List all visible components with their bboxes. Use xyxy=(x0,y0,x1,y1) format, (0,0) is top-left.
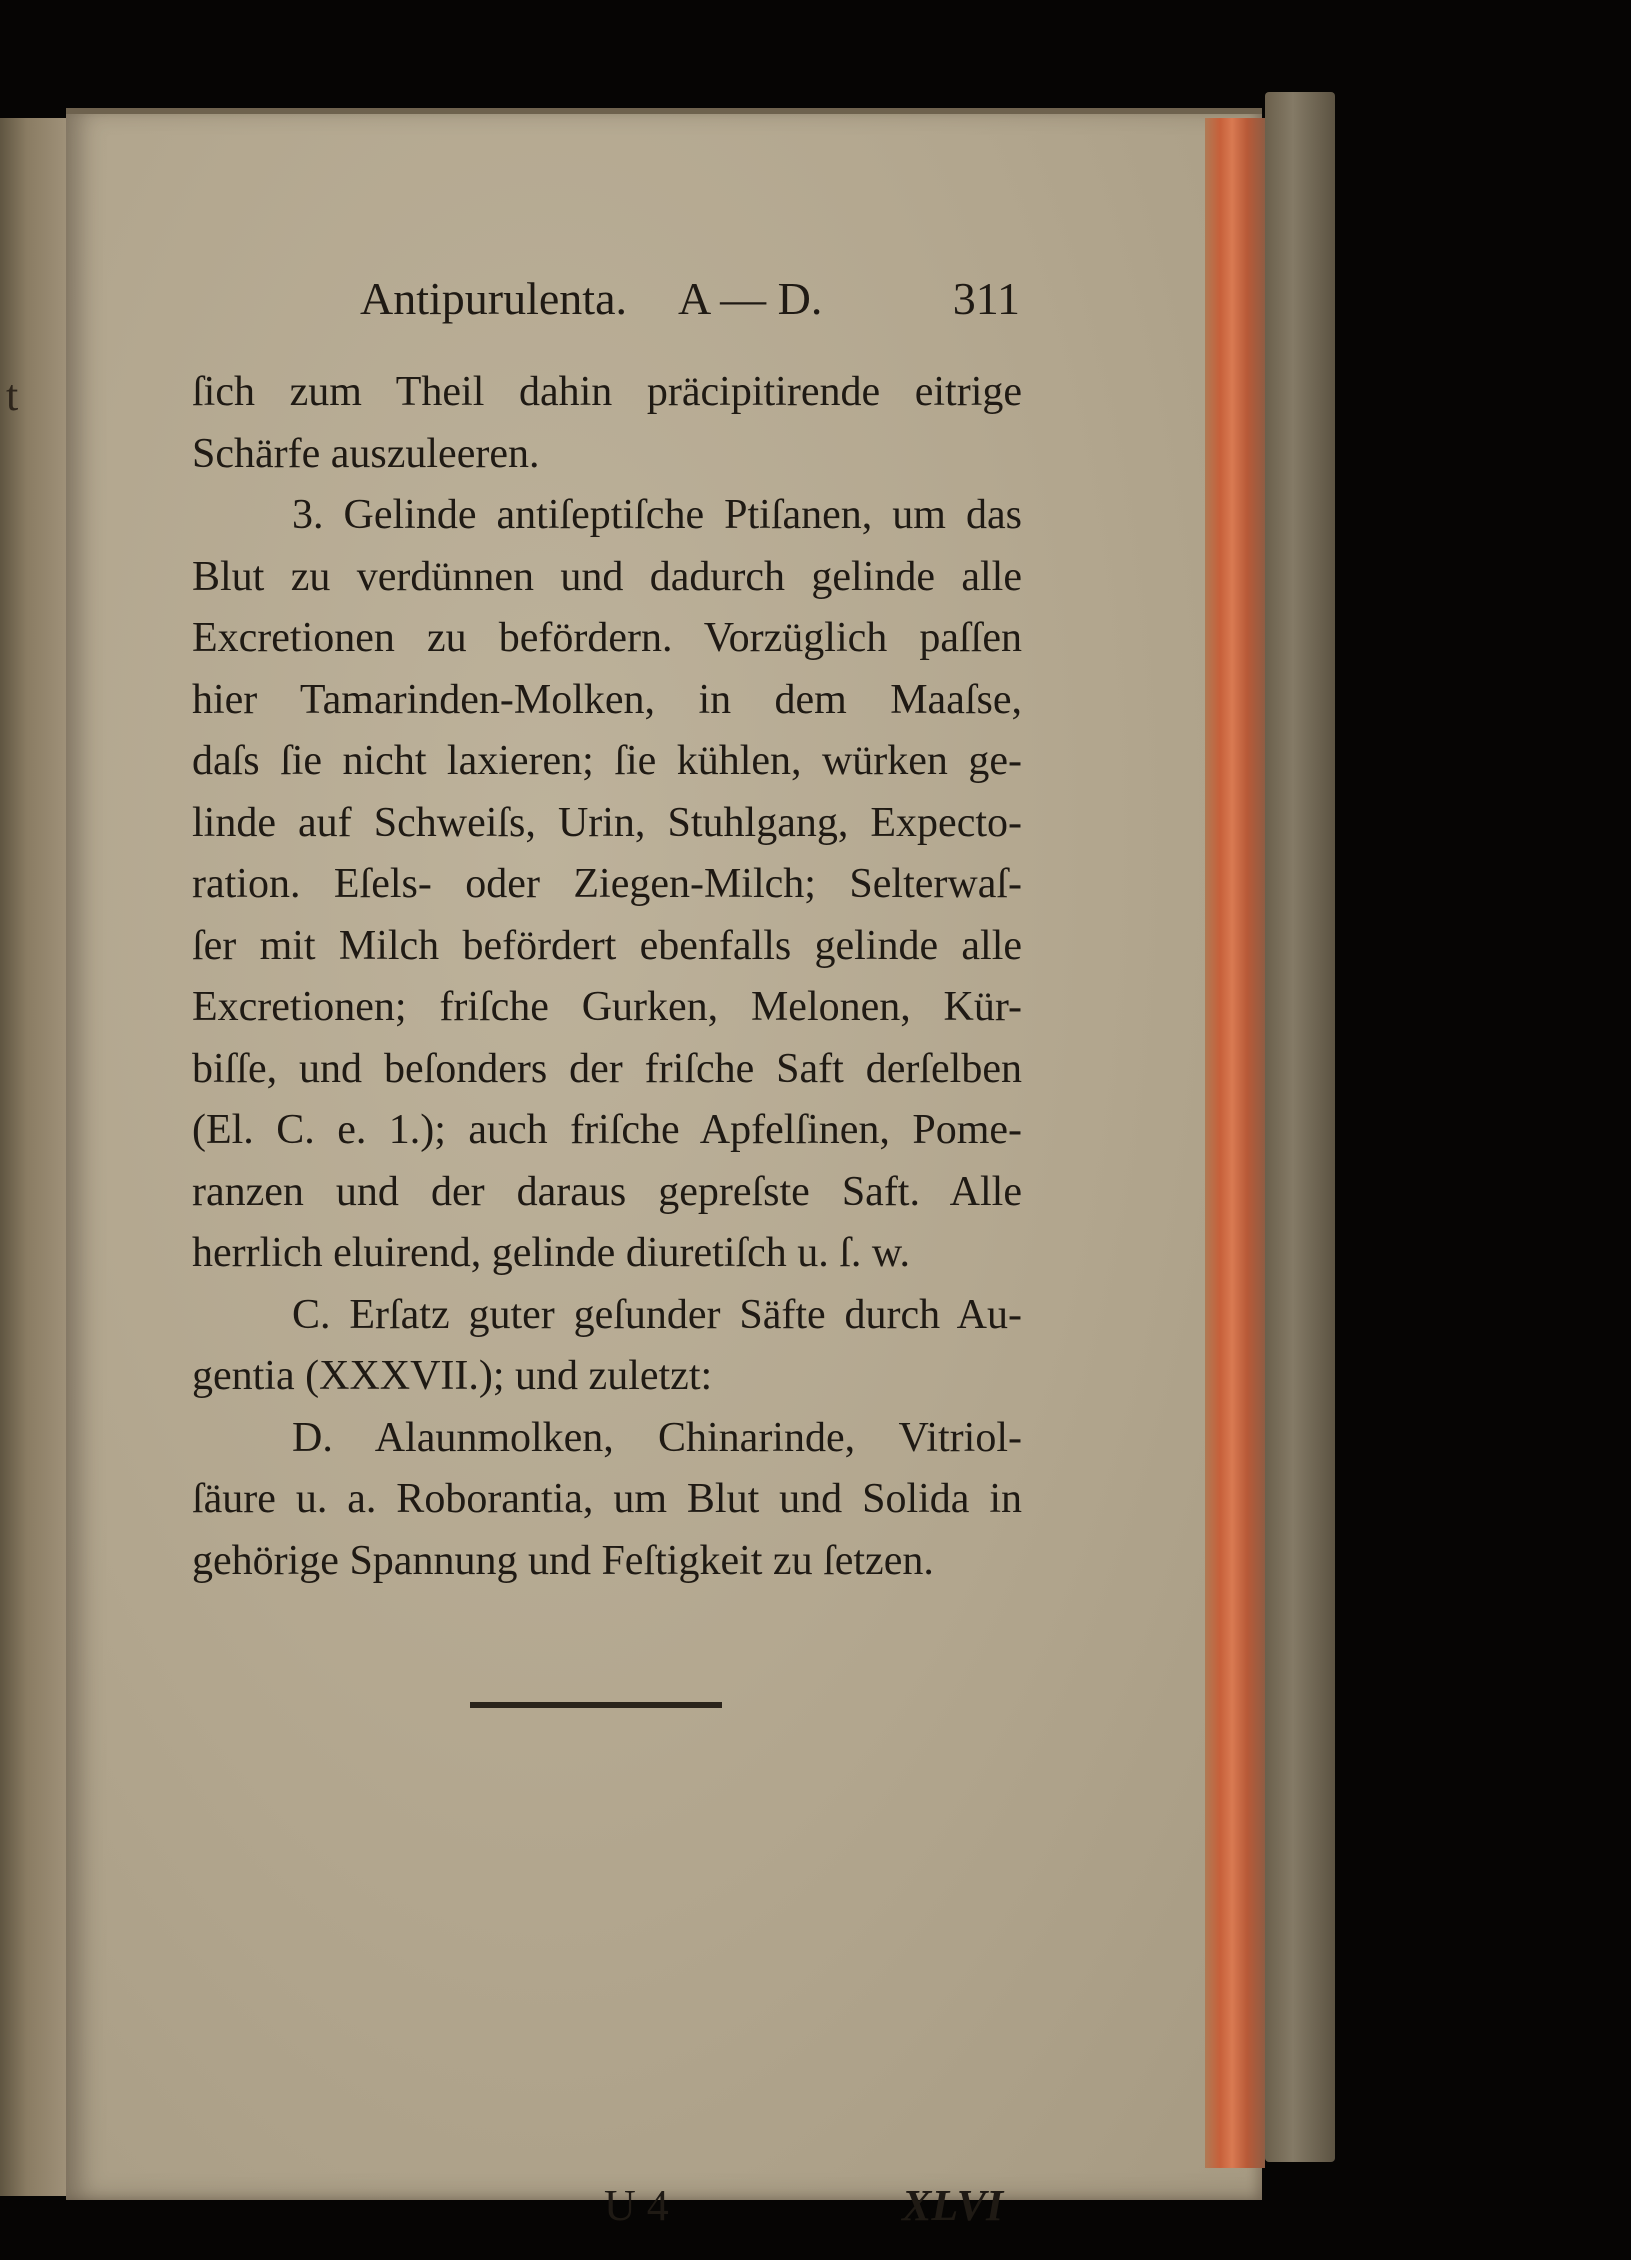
page-body xyxy=(192,362,1022,1592)
section-end-rule xyxy=(470,1702,722,1708)
running-head-title: Antipurulenta. xyxy=(360,273,627,324)
text-line: linde auf Schweiſs, Urin, Stuhlgang, Expecto- xyxy=(192,799,1022,846)
text-line: herrlich eluirend, gelinde diuretiſch u. ſ. w. xyxy=(192,1230,911,1276)
page-edges-red xyxy=(1205,118,1265,2168)
running-head-range: A — D. xyxy=(678,273,823,324)
text-line: Schärfe auszuleeren. xyxy=(192,430,540,477)
text-line: Excretionen; friſche Gurken, Melonen, Kür- xyxy=(192,984,1022,1030)
text-line: ration. Eſels- oder Ziegen-Milch; Selterwaſ- xyxy=(192,861,1022,907)
text-line: biſſe, und beſonders der friſche Saft derſelben xyxy=(192,1045,1022,1092)
book-binding xyxy=(1265,92,1335,2162)
text-line: hier Tamarinden-Molken, in dem Maaſse, xyxy=(192,676,1022,723)
text-line: gehörige Spannung und Feſtigkeit zu ſetzen. xyxy=(192,1537,934,1584)
catchword: XLVI xyxy=(902,2181,1004,2230)
text-line: ſer mit Milch befördert ebenfalls gelinde alle xyxy=(192,922,1022,969)
text-line: (El. C. e. 1.); auch friſche Apfelſinen, Pome- xyxy=(192,1107,1022,1153)
text-line: gentia (XXXVII.); und zuletzt: xyxy=(192,1353,713,1399)
text-line: Excretionen zu befördern. Vorzüglich paſſen xyxy=(192,615,1022,661)
previous-page-fragment: t xyxy=(6,371,19,420)
text-line: 3. Gelinde antiſeptiſche Ptiſanen, um das xyxy=(292,492,1022,538)
text-line: ſäure u. a. Roborantia, um Blut und Solida in xyxy=(192,1476,1022,1522)
page-top-edge xyxy=(66,108,1262,114)
text-line: daſs ſie nicht laxieren; ſie kühlen, würken ge- xyxy=(192,738,1022,784)
text-line: C. Erſatz guter geſunder Säfte durch Au- xyxy=(292,1291,1022,1338)
signature-mark: U 4 xyxy=(604,2181,669,2230)
page-number: 311 xyxy=(952,273,1020,324)
text-line: ſich zum Theil dahin präcipitirende eitrige xyxy=(192,369,1022,415)
text-line: ranzen und der daraus gepreſste Saft. Alle xyxy=(192,1168,1022,1215)
text-line: Blut zu verdünnen und dadurch gelinde alle xyxy=(192,553,1022,600)
previous-page-edge xyxy=(0,118,71,2196)
text-line: D. Alaunmolken, Chinarinde, Vitriol- xyxy=(292,1414,1022,1461)
running-head xyxy=(360,272,1020,332)
